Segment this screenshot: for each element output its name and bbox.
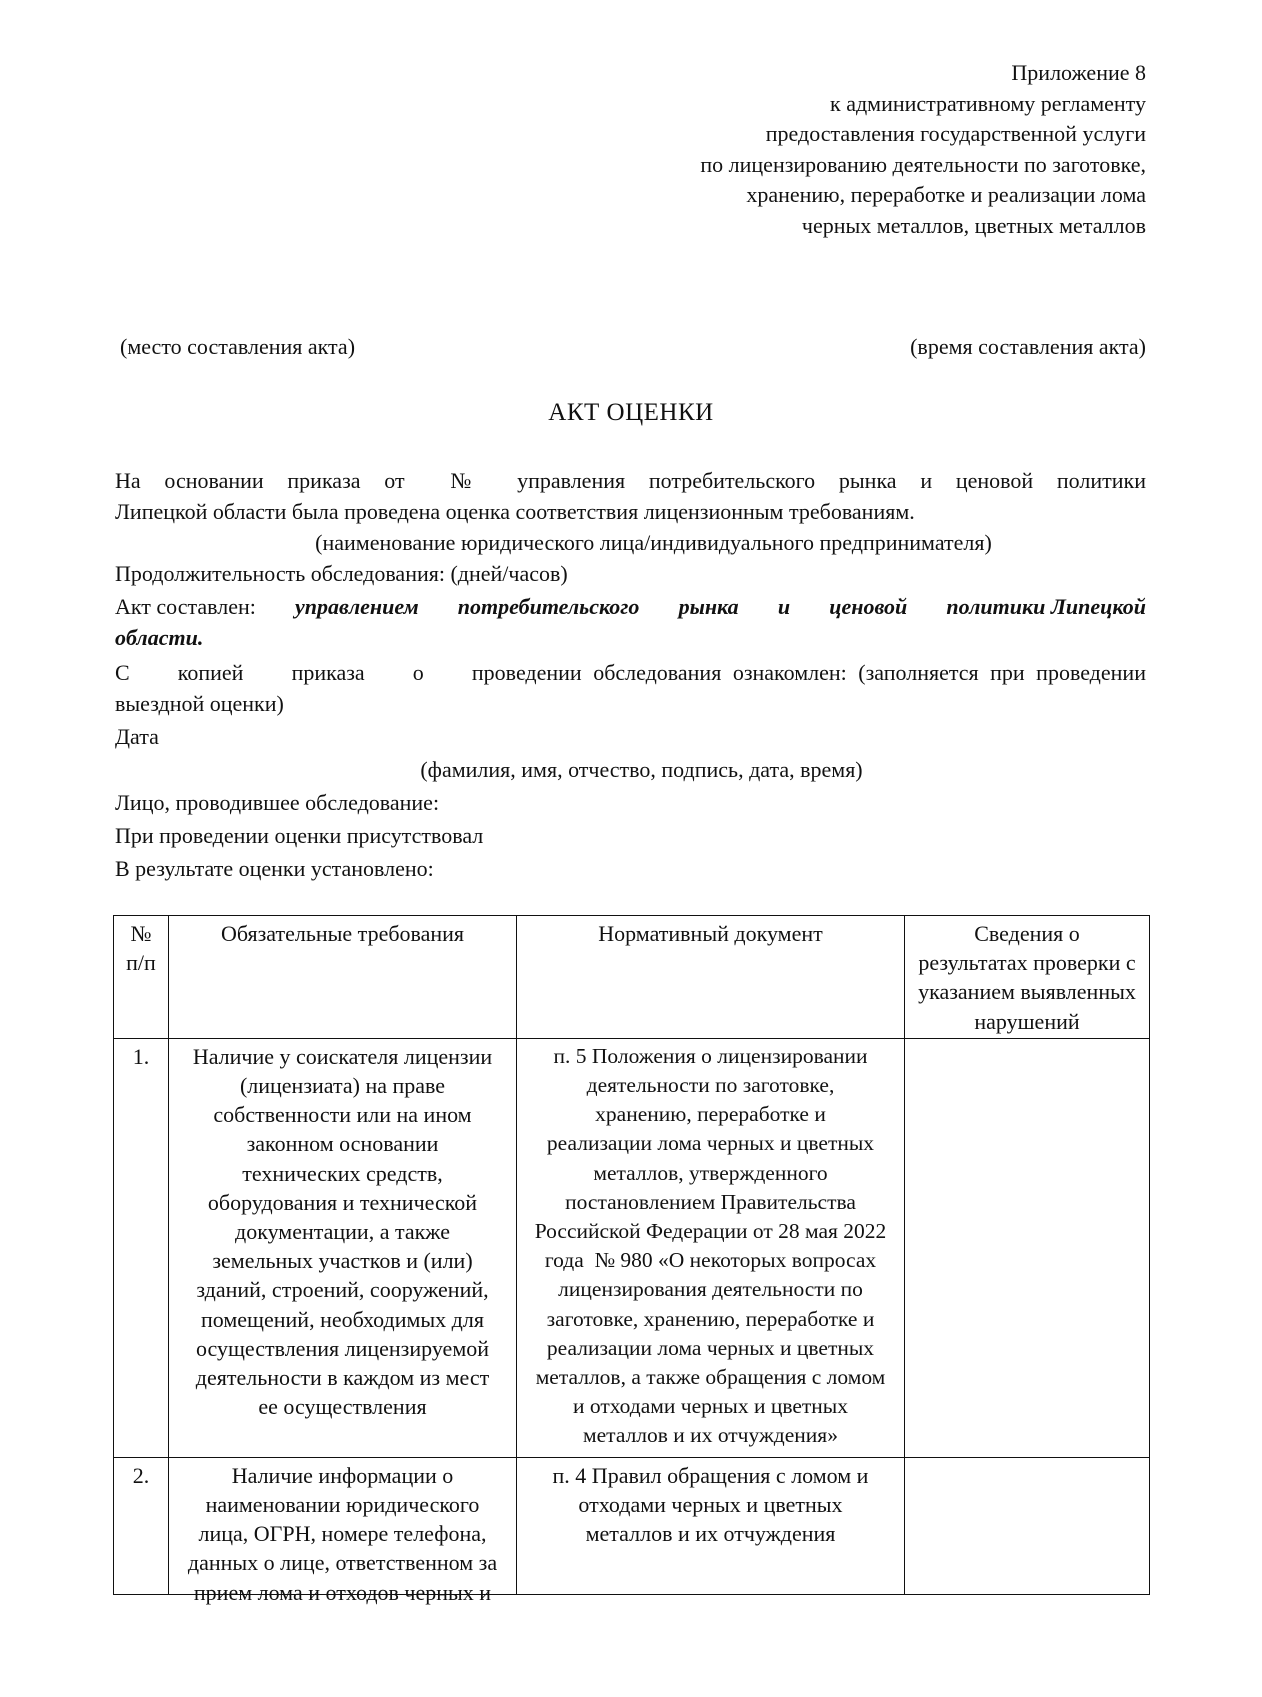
- row-requirement: Наличие информации о наименовании юридического лица, ОГРН, номере телефона, данных о лице, ответственном за прием лома и отходов черных и: [187, 1462, 498, 1605]
- order-word: и: [920, 468, 933, 493]
- copy-word: о: [412, 660, 424, 685]
- order-word: ценовой: [955, 468, 1034, 493]
- act-by-line: [115, 592, 1146, 623]
- header-document: Нормативный документ: [517, 916, 905, 1039]
- act-body: [115, 466, 1146, 885]
- order-word: №: [450, 468, 472, 493]
- signature-caption: (фамилия, имя, отчество, подпись, дата, время): [420, 757, 863, 782]
- appendix-line: хранению, переработке и реализации лома: [746, 182, 1146, 207]
- inspector-line: Лицо, проводившее обследование:: [115, 790, 440, 815]
- row-document: п. 4 Правил обращения с ломом и отходами черных и цветных металлов и их отчуждения: [517, 1457, 905, 1594]
- act-by-word: и: [777, 594, 791, 619]
- table-header-row: [114, 916, 1150, 1039]
- present-line: При проведении оценки присутствовал: [115, 823, 484, 848]
- act-time-caption: (время составления акта): [910, 334, 1146, 359]
- row-document: п. 5 Положения о лицензировании деятельности по заготовке, хранению, переработке и реализации лома черных и цветных металлов, утвержденного постановлением Правительства Российской Федерации от 28 мая 2022 года № 980 «О некоторых вопросах лицензирования деятельности по заготовке, хранению, переработке и реализации лома черных и цветных металлов, а также обращения с ломом и отходами черных и цветных металлов и их отчуждения»: [517, 1038, 905, 1457]
- duration-line: Продолжительность обследования: (дней/часов): [115, 561, 568, 586]
- appendix-line: Приложение 8: [1011, 60, 1146, 85]
- row-requirement-cell: [169, 1457, 517, 1605]
- act-place-caption: (место составления акта): [120, 334, 356, 359]
- act-by-word: потребительского: [457, 594, 640, 619]
- appendix-line: черных металлов, цветных металлов: [801, 212, 1146, 238]
- page-title: АКТ ОЦЕНКИ: [548, 399, 714, 426]
- order-word: приказа: [287, 468, 361, 493]
- order-line: [115, 466, 1146, 497]
- table-row: [114, 1038, 1150, 1457]
- act-by-label: Акт составлен:: [115, 594, 256, 619]
- requirements-table-wrap: [113, 915, 1150, 1605]
- header-results: Сведения о результатах проверки с указанием выявленных нарушений: [905, 916, 1150, 1039]
- row-result[interactable]: [905, 1457, 1150, 1594]
- order-word: политики: [1056, 468, 1146, 493]
- appendix-header: [506, 58, 1146, 241]
- row-requirement: Наличие у соискателя лицензии (лицензиата) на праве собственности или на ином законном основании технических средств, оборудования и технической документации, а также земельных участков и (или) зданий, строений, сооружений, помещений, необходимых для осуществления лицензируемой деятельности в каждом из мест ее осуществления: [169, 1038, 517, 1457]
- date-label: Дата: [115, 724, 159, 749]
- copy-word: проведении обследования ознакомлен: (заполняется при проведении: [471, 660, 1146, 685]
- order-word: На: [115, 468, 141, 493]
- copy-tail: выездной оценки): [115, 691, 284, 716]
- assessment-line: Липецкой области была проведена оценка соответствия лицензионным требованиям.: [115, 499, 915, 524]
- order-word: потребительского: [648, 468, 816, 493]
- entity-caption: (наименование юридического лица/индивидуального предпринимателя): [315, 530, 992, 555]
- act-by-word: управлением: [295, 594, 419, 619]
- header-num: № п/п: [114, 916, 169, 1039]
- header-requirements: Обязательные требования: [169, 916, 517, 1039]
- copy-word: приказа: [291, 660, 365, 685]
- row-num: 1.: [114, 1038, 169, 1457]
- copy-word: копией: [177, 660, 244, 685]
- row-num: 2.: [114, 1457, 169, 1594]
- appendix-line: по лицензированию деятельности по заготовке,: [700, 151, 1146, 177]
- result-line: В результате оценки установлено:: [115, 856, 434, 881]
- row-result[interactable]: [905, 1038, 1150, 1457]
- order-word: рынка: [838, 468, 897, 493]
- appendix-line: к административному регламенту: [830, 90, 1146, 116]
- act-by-word: ценовой: [829, 594, 908, 619]
- appendix-line: предоставления государственной услуги: [765, 121, 1146, 146]
- order-word: основании: [164, 468, 264, 493]
- act-by-tail: области.: [115, 625, 204, 650]
- act-by-word: политики Липецкой: [946, 594, 1146, 619]
- copy-line: [115, 658, 1146, 689]
- order-word: от: [384, 468, 405, 493]
- act-by-word: рынка: [678, 594, 739, 619]
- order-word: управления: [517, 468, 626, 493]
- copy-word: С: [115, 660, 130, 685]
- requirements-table: [113, 915, 1150, 1605]
- table-row: [114, 1457, 1150, 1594]
